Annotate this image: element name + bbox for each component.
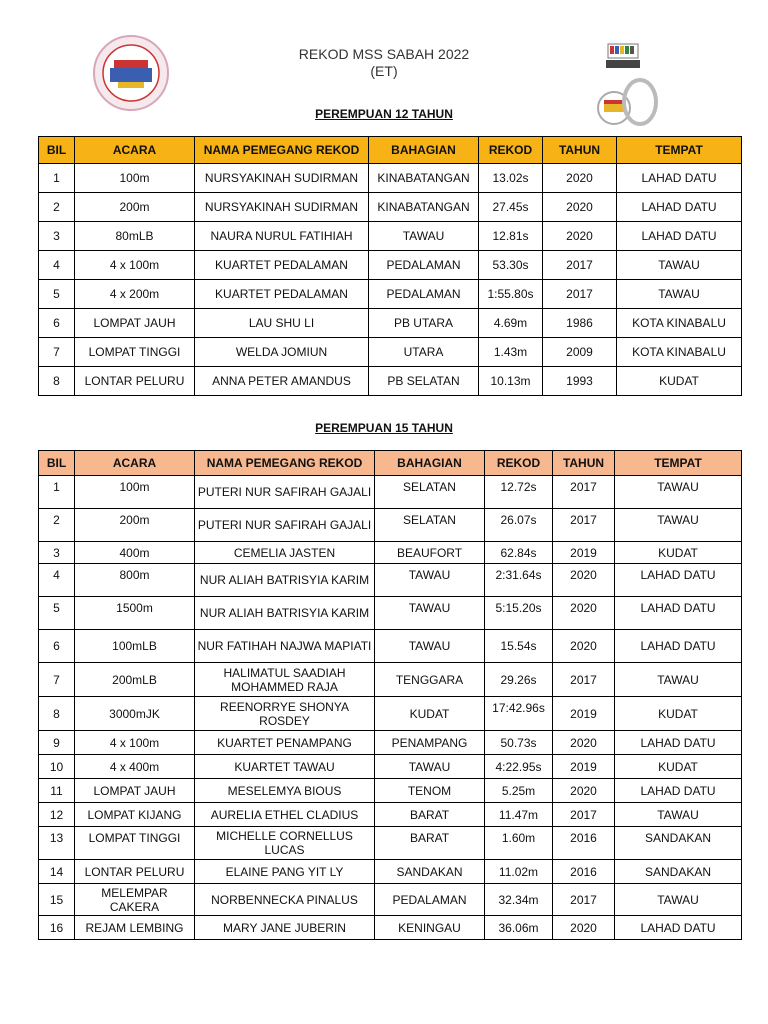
- cell-nama: NUR ALIAH BATRISYIA KARIM: [195, 564, 375, 597]
- cell-nama: PUTERI NUR SAFIRAH GAJALI: [195, 509, 375, 542]
- cell-nama: NAURA NURUL FATIHIAH: [195, 222, 369, 251]
- section-title-12: PEREMPUAN 12 TAHUN: [315, 107, 453, 121]
- cell-rekod: 13.02s: [479, 164, 543, 193]
- cell-acara: LOMPAT TINGGI: [75, 827, 195, 860]
- cell-bahagian: PB SELATAN: [369, 367, 479, 396]
- cell-rekod: 62.84s: [485, 542, 553, 564]
- cell-bil: 5: [39, 280, 75, 309]
- cell-tempat: SANDAKAN: [615, 827, 742, 860]
- cell-rekod: 4.69m: [479, 309, 543, 338]
- cell-nama: MICHELLE CORNELLUS LUCAS: [195, 827, 375, 860]
- section-title-15: PEREMPUAN 15 TAHUN: [315, 421, 453, 435]
- cell-rekod: 53.30s: [479, 251, 543, 280]
- cell-tahun: 2020: [553, 564, 615, 597]
- cell-acara: LOMPAT JAUH: [75, 779, 195, 803]
- cell-tahun: 2020: [553, 916, 615, 940]
- cell-rekod: 4:22.95s: [485, 755, 553, 779]
- cell-rekod: 1.60m: [485, 827, 553, 860]
- cell-rekod: 5:15.20s: [485, 597, 553, 630]
- cell-nama: KUARTET TAWAU: [195, 755, 375, 779]
- cell-tahun: 2017: [553, 476, 615, 509]
- cell-bahagian: TAWAU: [375, 630, 485, 663]
- cell-tempat: LAHAD DATU: [615, 630, 742, 663]
- col-header-bahagian: BAHAGIAN: [369, 137, 479, 164]
- cell-bil: 3: [39, 542, 75, 564]
- cell-bil: 4: [39, 564, 75, 597]
- cell-bil: 10: [39, 755, 75, 779]
- cell-bil: 16: [39, 916, 75, 940]
- cell-rekod: 1:55.80s: [479, 280, 543, 309]
- table-row: [39, 222, 742, 251]
- cell-acara: 4 x 200m: [75, 280, 195, 309]
- cell-acara: REJAM LEMBING: [75, 916, 195, 940]
- cell-nama: WELDA JOMIUN: [195, 338, 369, 367]
- cell-tempat: KOTA KINABALU: [617, 309, 742, 338]
- col-header-tahun: TAHUN: [543, 137, 617, 164]
- cell-acara: 4 x 400m: [75, 755, 195, 779]
- table-row: [39, 884, 742, 916]
- cell-bahagian: BARAT: [375, 803, 485, 827]
- cell-rekod: 26.07s: [485, 509, 553, 542]
- table-header-row: [39, 451, 742, 476]
- cell-nama: MESELEMYA BIOUS: [195, 779, 375, 803]
- cell-bahagian: PEDALAMAN: [375, 884, 485, 916]
- cell-bahagian: KINABATANGAN: [369, 193, 479, 222]
- table-row: [39, 860, 742, 884]
- cell-bil: 7: [39, 338, 75, 367]
- cell-rekod: 5.25m: [485, 779, 553, 803]
- table-row: [39, 193, 742, 222]
- table-row: [39, 309, 742, 338]
- cell-tahun: 2016: [553, 860, 615, 884]
- cell-bahagian: SELATAN: [375, 509, 485, 542]
- cell-bahagian: TAWAU: [375, 597, 485, 630]
- cell-acara: MELEMPAR CAKERA: [75, 884, 195, 916]
- table-row: [39, 827, 742, 860]
- col-header-tempat: TEMPAT: [617, 137, 742, 164]
- cell-acara: 200m: [75, 509, 195, 542]
- cell-bil: 6: [39, 309, 75, 338]
- table-row: [39, 542, 742, 564]
- table-row: [39, 476, 742, 509]
- table-row: [39, 367, 742, 396]
- cell-bil: 5: [39, 597, 75, 630]
- cell-acara: 200m: [75, 193, 195, 222]
- table-row: [39, 630, 742, 663]
- cell-acara: 100mLB: [75, 630, 195, 663]
- cell-nama: HALIMATUL SAADIAH MOHAMMED RAJA: [195, 663, 375, 697]
- cell-tahun: 2017: [553, 509, 615, 542]
- cell-tahun: 2017: [553, 884, 615, 916]
- col-header-tempat: TEMPAT: [615, 451, 742, 476]
- cell-bil: 14: [39, 860, 75, 884]
- cell-bahagian: SELATAN: [375, 476, 485, 509]
- cell-nama: ELAINE PANG YIT LY: [195, 860, 375, 884]
- cell-tempat: SANDAKAN: [615, 860, 742, 884]
- cell-rekod: 11.47m: [485, 803, 553, 827]
- cell-bahagian: PENAMPANG: [375, 731, 485, 755]
- cell-acara: LOMPAT KIJANG: [75, 803, 195, 827]
- cell-bil: 2: [39, 193, 75, 222]
- cell-bahagian: PEDALAMAN: [369, 280, 479, 309]
- cell-nama: AURELIA ETHEL CLADIUS: [195, 803, 375, 827]
- cell-tempat: KUDAT: [615, 542, 742, 564]
- cell-tahun: 1986: [543, 309, 617, 338]
- col-header-acara: ACARA: [75, 137, 195, 164]
- cell-rekod: 36.06m: [485, 916, 553, 940]
- cell-tempat: LAHAD DATU: [617, 164, 742, 193]
- table-row: [39, 803, 742, 827]
- cell-tahun: 2020: [543, 222, 617, 251]
- cell-nama: REENORRYE SHONYA ROSDEY: [195, 697, 375, 731]
- cell-nama: PUTERI NUR SAFIRAH GAJALI: [195, 476, 375, 509]
- cell-nama: KUARTET PEDALAMAN: [195, 251, 369, 280]
- cell-acara: LOMPAT TINGGI: [75, 338, 195, 367]
- cell-acara: 800m: [75, 564, 195, 597]
- col-header-rekod: REKOD: [485, 451, 553, 476]
- cell-tahun: 2017: [543, 251, 617, 280]
- cell-rekod: 2:31.64s: [485, 564, 553, 597]
- cell-bil: 15: [39, 884, 75, 916]
- cell-tahun: 2020: [553, 731, 615, 755]
- cell-tahun: 2017: [553, 803, 615, 827]
- cell-acara: 100m: [75, 476, 195, 509]
- col-header-tahun: TAHUN: [553, 451, 615, 476]
- cell-nama: NURSYAKINAH SUDIRMAN: [195, 193, 369, 222]
- cell-tahun: 2020: [553, 779, 615, 803]
- cell-bahagian: SANDAKAN: [375, 860, 485, 884]
- cell-tempat: KUDAT: [617, 367, 742, 396]
- cell-bahagian: UTARA: [369, 338, 479, 367]
- cell-tahun: 2020: [543, 193, 617, 222]
- cell-bil: 13: [39, 827, 75, 860]
- cell-bahagian: BEAUFORT: [375, 542, 485, 564]
- records-table-12: [38, 136, 742, 396]
- cell-acara: LONTAR PELURU: [75, 367, 195, 396]
- cell-nama: NORBENNECKA PINALUS: [195, 884, 375, 916]
- cell-nama: NUR FATIHAH NAJWA MAPIATI: [195, 630, 375, 663]
- table-row: [39, 564, 742, 597]
- cell-tempat: LAHAD DATU: [615, 916, 742, 940]
- cell-tempat: TAWAU: [617, 280, 742, 309]
- cell-bahagian: TAWAU: [375, 564, 485, 597]
- cell-bil: 4: [39, 251, 75, 280]
- col-header-bil: BIL: [39, 137, 75, 164]
- cell-tempat: LAHAD DATU: [615, 597, 742, 630]
- cell-tahun: 2009: [543, 338, 617, 367]
- cell-tempat: LAHAD DATU: [617, 193, 742, 222]
- document-title: REKOD MSS SABAH 2022: [298, 46, 470, 62]
- records-table-15: [38, 450, 742, 940]
- cell-bil: 9: [39, 731, 75, 755]
- cell-bahagian: BARAT: [375, 827, 485, 860]
- cell-bil: 11: [39, 779, 75, 803]
- cell-bahagian: TAWAU: [375, 755, 485, 779]
- cell-rekod: 50.73s: [485, 731, 553, 755]
- table-row: [39, 916, 742, 940]
- cell-tempat: TAWAU: [615, 663, 742, 697]
- cell-tahun: 2017: [553, 663, 615, 697]
- table-row: [39, 755, 742, 779]
- col-header-rekod: REKOD: [479, 137, 543, 164]
- cell-tahun: 1993: [543, 367, 617, 396]
- cell-rekod: 15.54s: [485, 630, 553, 663]
- cell-rekod: 10.13m: [479, 367, 543, 396]
- cell-nama: KUARTET PEDALAMAN: [195, 280, 369, 309]
- cell-acara: 400m: [75, 542, 195, 564]
- table-header-row: [39, 137, 742, 164]
- cell-rekod: 11.02m: [485, 860, 553, 884]
- col-header-nama: NAMA PEMEGANG REKOD: [195, 137, 369, 164]
- cell-bahagian: TENGGARA: [375, 663, 485, 697]
- cell-tahun: 2020: [553, 630, 615, 663]
- cell-acara: 4 x 100m: [75, 251, 195, 280]
- cell-nama: MARY JANE JUBERIN: [195, 916, 375, 940]
- cell-tempat: KOTA KINABALU: [617, 338, 742, 367]
- cell-tempat: LAHAD DATU: [615, 564, 742, 597]
- cell-nama: KUARTET PENAMPANG: [195, 731, 375, 755]
- cell-nama: ANNA PETER AMANDUS: [195, 367, 369, 396]
- cell-rekod: 29.26s: [485, 663, 553, 697]
- cell-tempat: LAHAD DATU: [615, 731, 742, 755]
- cell-bil: 6: [39, 630, 75, 663]
- cell-bahagian: KUDAT: [375, 697, 485, 731]
- cell-bil: 7: [39, 663, 75, 697]
- cell-tahun: 2019: [553, 542, 615, 564]
- table-row: [39, 280, 742, 309]
- table-row: [39, 164, 742, 193]
- table-row: [39, 663, 742, 697]
- table-row: [39, 338, 742, 367]
- cell-bil: 3: [39, 222, 75, 251]
- cell-tempat: TAWAU: [617, 251, 742, 280]
- cell-acara: 80mLB: [75, 222, 195, 251]
- cell-nama: CEMELIA JASTEN: [195, 542, 375, 564]
- cell-tempat: TAWAU: [615, 884, 742, 916]
- table-row: [39, 251, 742, 280]
- col-header-bahagian: BAHAGIAN: [375, 451, 485, 476]
- col-header-acara: ACARA: [75, 451, 195, 476]
- cell-nama: NUR ALIAH BATRISYIA KARIM: [195, 597, 375, 630]
- cell-bahagian: KENINGAU: [375, 916, 485, 940]
- cell-tempat: TAWAU: [615, 476, 742, 509]
- cell-tahun: 2019: [553, 755, 615, 779]
- cell-bil: 8: [39, 697, 75, 731]
- col-header-bil: BIL: [39, 451, 75, 476]
- cell-acara: 100m: [75, 164, 195, 193]
- cell-bil: 12: [39, 803, 75, 827]
- cell-rekod: 12.81s: [479, 222, 543, 251]
- cell-rekod: 17:42.96s: [485, 697, 553, 731]
- cell-rekod: 1.43m: [479, 338, 543, 367]
- cell-acara: 1500m: [75, 597, 195, 630]
- cell-tempat: LAHAD DATU: [615, 779, 742, 803]
- cell-tahun: 2020: [553, 597, 615, 630]
- cell-bahagian: PB UTARA: [369, 309, 479, 338]
- cell-bahagian: TENOM: [375, 779, 485, 803]
- table-row: [39, 597, 742, 630]
- document-subtitle: (ET): [370, 63, 398, 79]
- cell-rekod: 27.45s: [479, 193, 543, 222]
- cell-acara: LONTAR PELURU: [75, 860, 195, 884]
- cell-tahun: 2019: [553, 697, 615, 731]
- cell-bil: 1: [39, 476, 75, 509]
- cell-nama: LAU SHU LI: [195, 309, 369, 338]
- cell-acara: LOMPAT JAUH: [75, 309, 195, 338]
- cell-bahagian: KINABATANGAN: [369, 164, 479, 193]
- table-row: [39, 509, 742, 542]
- col-header-nama: NAMA PEMEGANG REKOD: [195, 451, 375, 476]
- table-row: [39, 697, 742, 731]
- cell-bahagian: TAWAU: [369, 222, 479, 251]
- cell-bahagian: PEDALAMAN: [369, 251, 479, 280]
- cell-rekod: 32.34m: [485, 884, 553, 916]
- cell-tahun: 2020: [543, 164, 617, 193]
- cell-acara: 200mLB: [75, 663, 195, 697]
- cell-bil: 2: [39, 509, 75, 542]
- cell-tahun: 2016: [553, 827, 615, 860]
- cell-nama: NURSYAKINAH SUDIRMAN: [195, 164, 369, 193]
- cell-tempat: KUDAT: [615, 755, 742, 779]
- table-row: [39, 779, 742, 803]
- table-row: [39, 731, 742, 755]
- cell-bil: 8: [39, 367, 75, 396]
- cell-acara: 3000mJK: [75, 697, 195, 731]
- cell-rekod: 12.72s: [485, 476, 553, 509]
- cell-bil: 1: [39, 164, 75, 193]
- cell-tempat: TAWAU: [615, 803, 742, 827]
- cell-acara: 4 x 100m: [75, 731, 195, 755]
- cell-tempat: KUDAT: [615, 697, 742, 731]
- cell-tempat: LAHAD DATU: [617, 222, 742, 251]
- cell-tempat: TAWAU: [615, 509, 742, 542]
- cell-tahun: 2017: [543, 280, 617, 309]
